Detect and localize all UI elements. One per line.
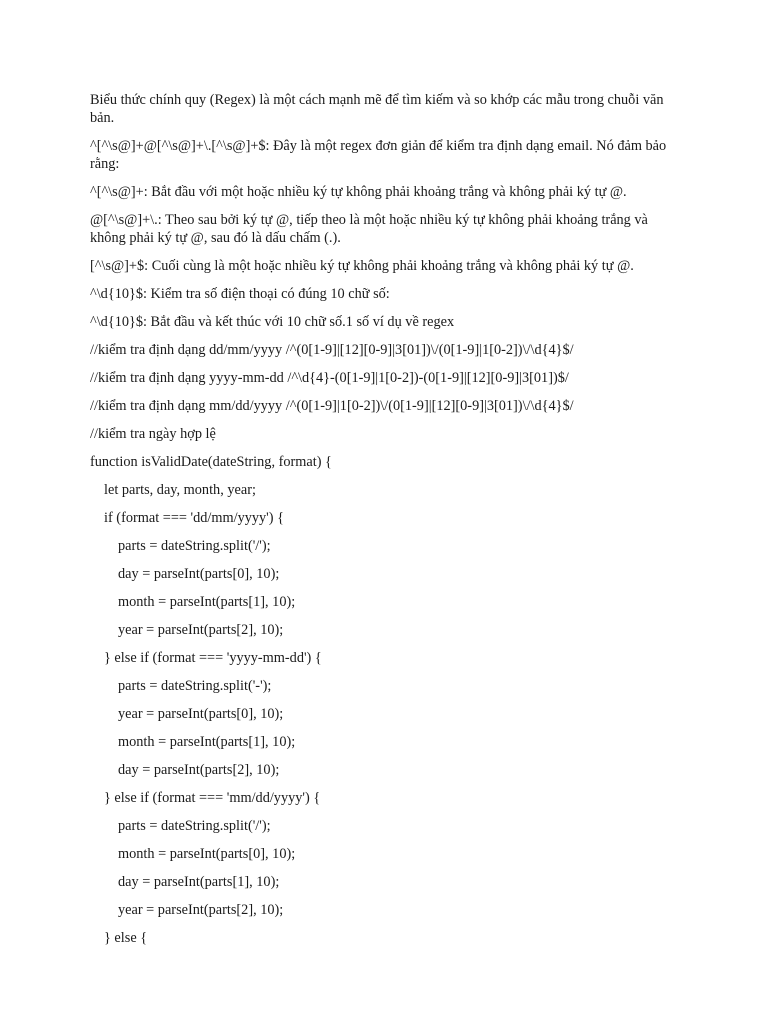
code-line: parts = dateString.split('/'); (118, 818, 271, 834)
email-regex-paragraph: ^[^\s@]+@[^\s@]+\.[^\s@]+$: Đây là một regex đơn giản để kiểm tra định dạng email. Nó đảm bảo rằng: (90, 138, 670, 172)
intro-paragraph: Biểu thức chính quy (Regex) là một cách mạnh mẽ để tìm kiếm và so khớp các mẫu trong chuỗi văn bản. (90, 92, 668, 126)
code-line: //kiểm tra định dạng dd/mm/yyyy /^(0[1-9]|[12][0-9]|3[01])\/(0[1-9]|1[0-2])\/\d{4}$/ (90, 342, 574, 358)
code-line: month = parseInt(parts[1], 10); (118, 734, 296, 750)
code-line: month = parseInt(parts[0], 10); (118, 846, 296, 862)
code-line: month = parseInt(parts[1], 10); (118, 594, 296, 610)
code-line: parts = dateString.split('-'); (118, 678, 272, 694)
code-line: year = parseInt(parts[2], 10); (118, 902, 284, 918)
code-line: if (format === 'dd/mm/yyyy') { (104, 510, 284, 526)
phone-regex-detail: ^\d{10}$: Bắt đầu và kết thúc với 10 chữ số.1 số ví dụ về regex (90, 314, 455, 330)
code-line: year = parseInt(parts[0], 10); (118, 706, 284, 722)
email-regex-part-2: @[^\s@]+\.: Theo sau bởi ký tự @, tiếp theo là một hoặc nhiều ký tự không phải khoảng trắng và không phải ký tự @, sau đó là dấu chấm (.). (90, 212, 652, 246)
code-line: day = parseInt(parts[2], 10); (118, 762, 280, 778)
code-line: day = parseInt(parts[1], 10); (118, 874, 280, 890)
code-line: //kiểm tra ngày hợp lệ (90, 426, 216, 442)
phone-regex-paragraph: ^\d{10}$: Kiểm tra số điện thoại có đúng 10 chữ số: (90, 286, 390, 302)
code-line: //kiểm tra định dạng mm/dd/yyyy /^(0[1-9]|1[0-2])\/(0[1-9]|[12][0-9]|3[01])\/\d{4}$/ (90, 398, 574, 414)
code-block (90, 341, 680, 957)
code-line: day = parseInt(parts[0], 10); (118, 566, 280, 582)
code-line: //kiểm tra định dạng yyyy-mm-dd /^\d{4}-(0[1-9]|1[0-2])-(0[1-9]|[12][0-9]|3[01])$/ (90, 370, 569, 386)
code-line: } else { (104, 930, 148, 946)
code-line: } else if (format === 'mm/dd/yyyy') { (104, 790, 321, 806)
email-regex-part-1: ^[^\s@]+: Bắt đầu với một hoặc nhiều ký tự không phải khoảng trắng và không phải ký tự @. (90, 184, 627, 200)
code-line: let parts, day, month, year; (104, 482, 256, 498)
code-line: year = parseInt(parts[2], 10); (118, 622, 284, 638)
document-body (90, 91, 680, 957)
code-line: function isValidDate(dateString, format) { (90, 454, 332, 470)
code-line: } else if (format === 'yyyy-mm-dd') { (104, 650, 322, 666)
code-line: parts = dateString.split('/'); (118, 538, 271, 554)
email-regex-part-3: [^\s@]+$: Cuối cùng là một hoặc nhiều ký tự không phải khoảng trắng và không phải ký tự @. (90, 258, 634, 274)
